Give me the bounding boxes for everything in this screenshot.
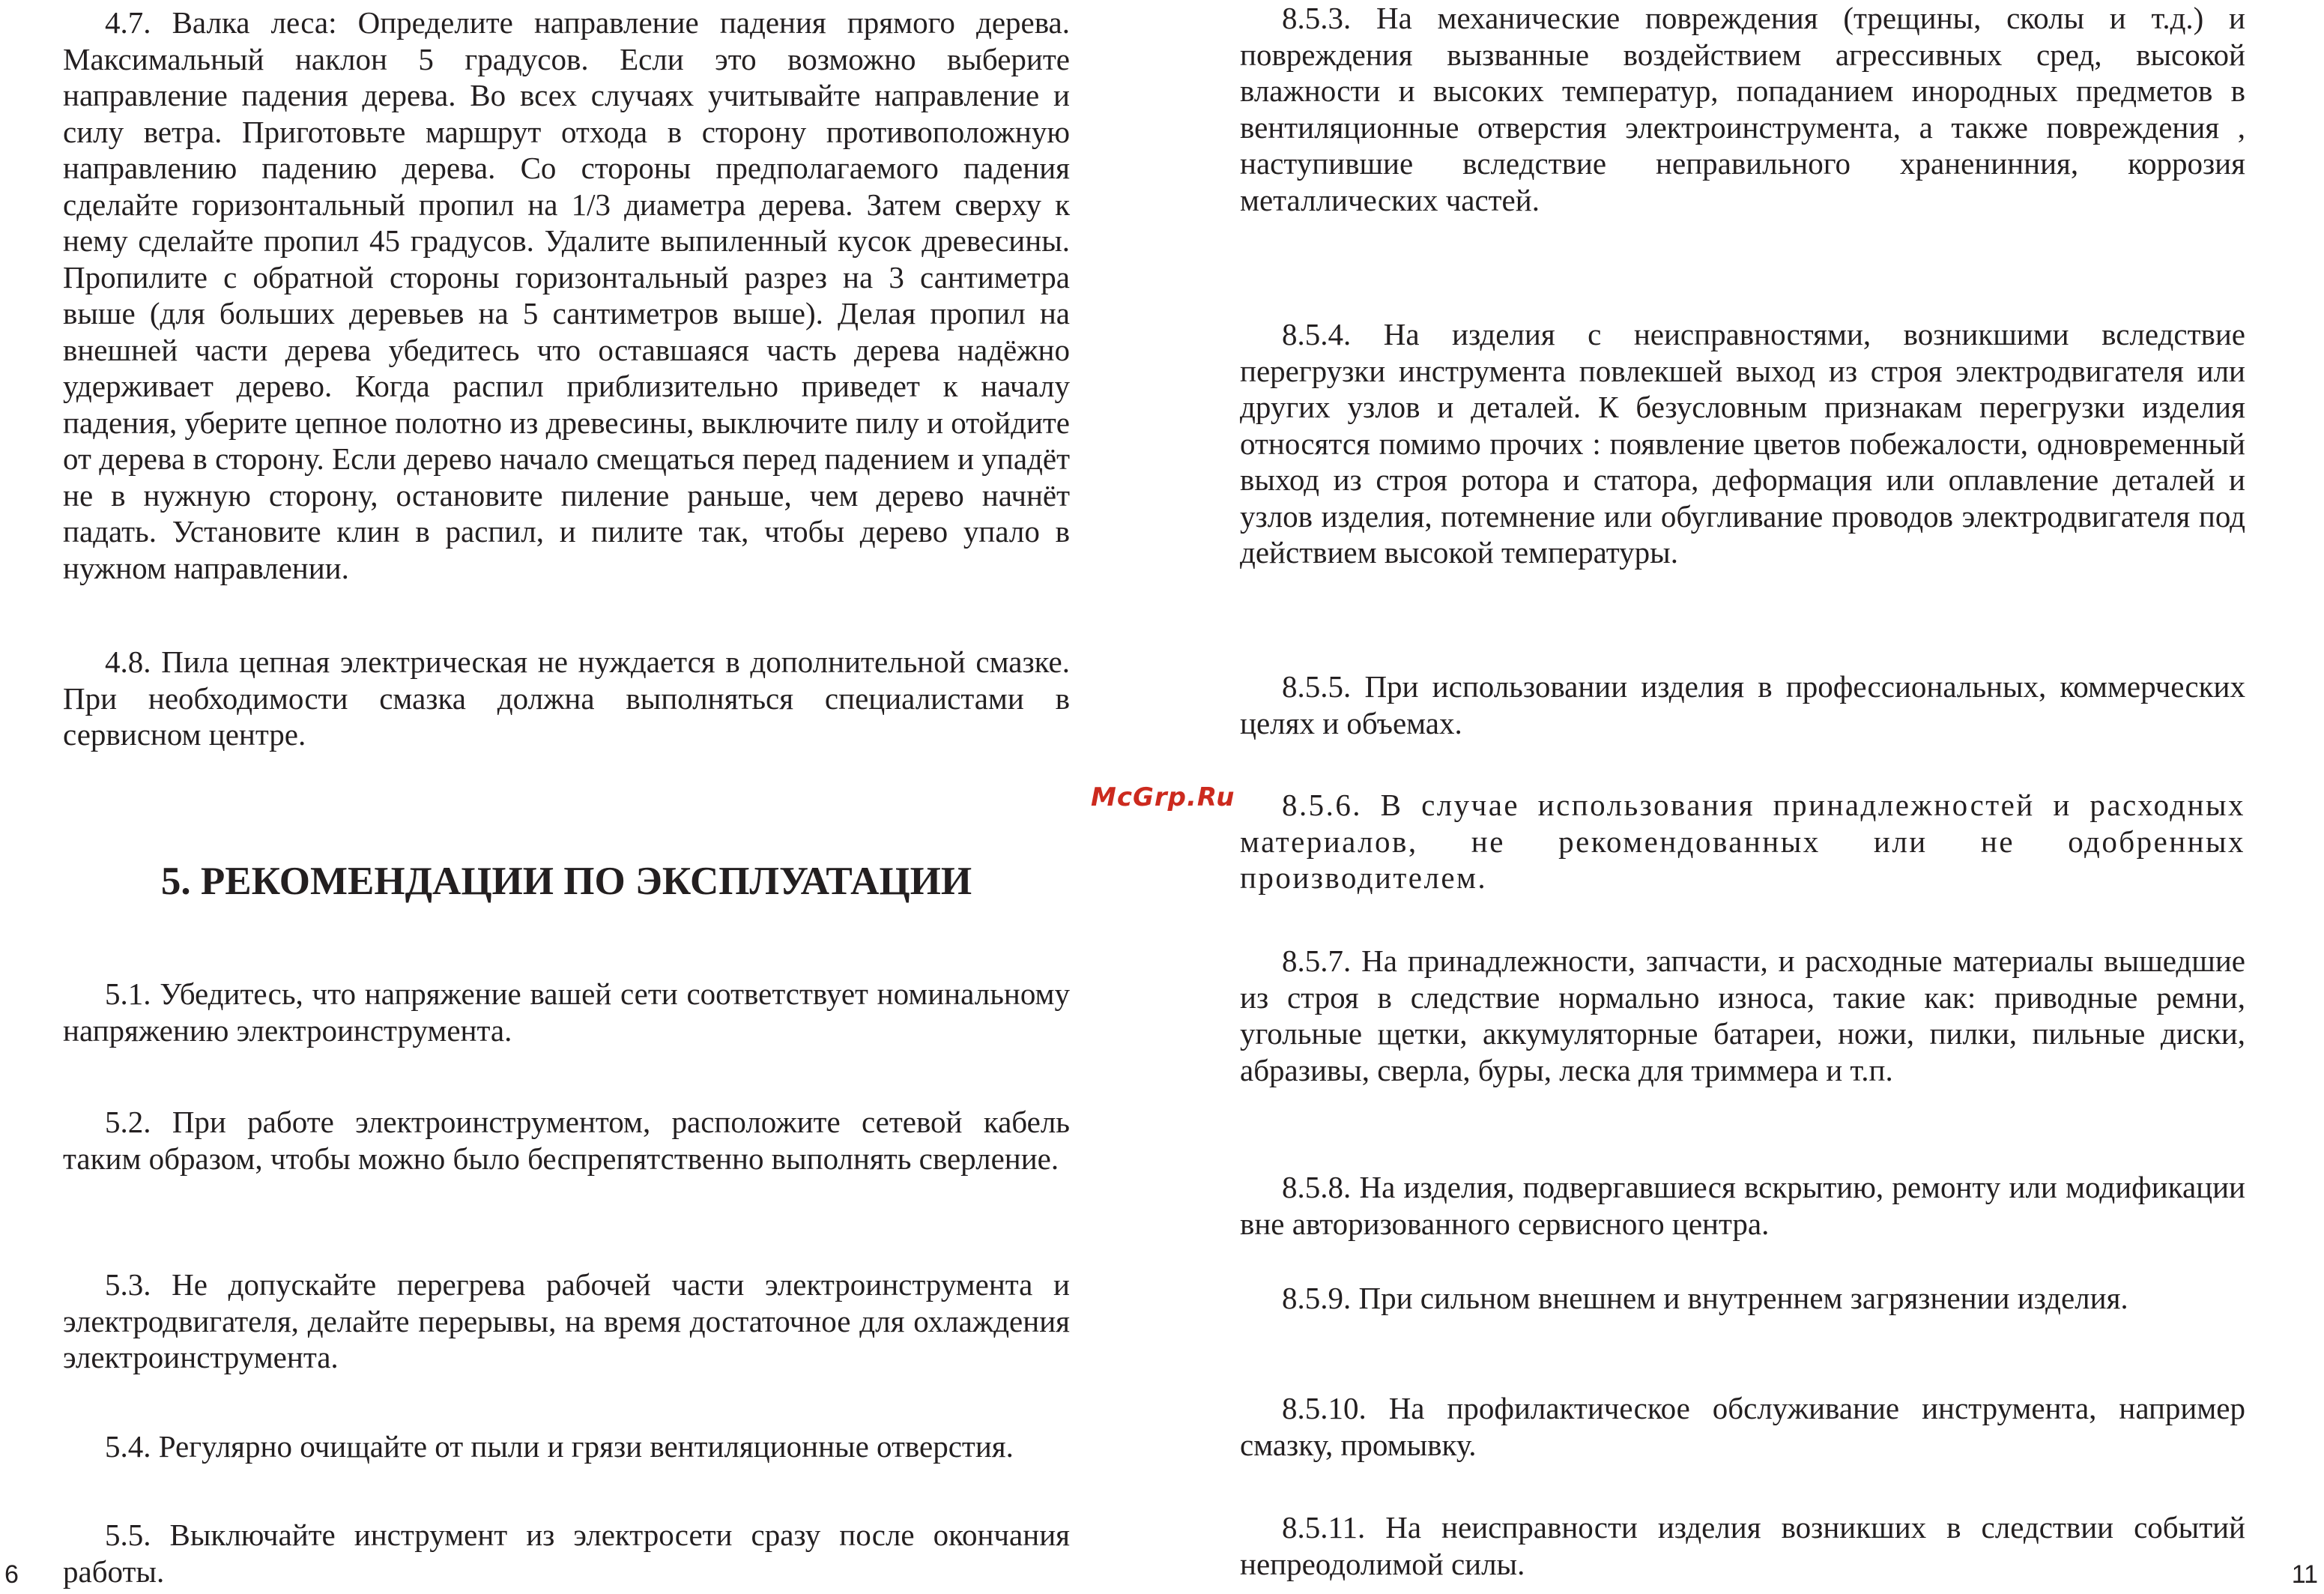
paragraph-8-5-3: 8.5.3. На механические повреждения (трещины, сколы и т.д.) и повреждения вызванные воздействием агрессивных сред, высокой влажности и высоких температур, попаданием инородных предметов в вентиляционные отверстия электроинструмента, а также повреждения , наступившие вследствие неправильного храненинния, коррозия металлических частей. — [1240, 1, 2245, 217]
paragraph-8-5-10: 8.5.10. На профилактическое обслуживание инструмента, например смазку, промывку. — [1240, 1391, 2245, 1462]
paragraph-4-8: 4.8. Пила цепная электрическая не нуждается в дополнительной смазке. При необходимости смазка должна выполняться специалистами в сервисном центре. — [63, 644, 1070, 752]
page-number-right: 11 — [2291, 1560, 2318, 1589]
paragraph-5-3: 5.3. Не допускайте перегрева рабочей части электроинструмента и электродвигателя, делайте перерывы, на время достаточное для охлаждения электроинструмента. — [63, 1267, 1070, 1374]
paragraph-5-1: 5.1. Убедитесь, что напряжение вашей сети соответствует номинальному напряжению электроинструмента. — [63, 976, 1070, 1048]
section-heading: 5. РЕКОМЕНДАЦИИ ПО ЭКСПЛУАТАЦИИ — [160, 860, 972, 903]
paragraph-8-5-9: 8.5.9. При сильном внешнем и внутреннем загрязнении изделия. — [1282, 1281, 2128, 1315]
watermark: McGrp.Ru — [1091, 782, 1235, 812]
paragraph-8-5-6: 8.5.6. В случае использования принадлежностей и расходных материалов, не рекомендованных или не одобренных производителем. — [1240, 788, 2245, 895]
paragraph-8-5-11: 8.5.11. На неисправности изделия возникших в следствии событий непреодолимой силы. — [1240, 1510, 2245, 1581]
paragraph-4-7: 4.7. Валка леса: Определите направление падения прямого дерева. Максимальный наклон 5 градусов. Если это возможно выберите направление падения дерева. Во всех случаях учитывайте направление и силу ветра. Приготовьте маршрут отхода в сторону противоположную направлению падению дерева. Со стороны предполагаемого падения сделайте горизонтальный пропил на 1/3 диаметра дерева. Затем сверху к нему сделайте пропил 45 градусов. Удалите выпиленный кусок древесины. Пропилите с обратной стороны горизонтальный разрез на 3 сантиметра выше (для больших деревьев на 5 сантиметров выше). Делая пропил на внешней части дерева убедитесь что оставшаяся часть дерева надёжно удерживает дерево. Когда распил приблизительно приведет к началу падения, уберите цепное полотно из древесины, выключите пилу и отойдите от дерева в сторону. Если дерево начало смещаться перед падением и упадёт не в нужную сторону, остановите пиление раньше, чем дерево начнёт падать. Установите клин в распил, и пилите так, чтобы дерево упало в нужном направлении. — [63, 5, 1070, 585]
paragraph-8-5-8: 8.5.8. На изделия, подвергавшиеся вскрытию, ремонту или модификации вне авторизованного сервисного центра. — [1240, 1170, 2245, 1241]
paragraph-8-5-4: 8.5.4. На изделия с неисправностями, возникшими вследствие перегрузки инструмента повлекшей выход из строя электродвигателя или других узлов и деталей. К безусловным признакам перегрузки изделия относятся помимо прочих : появление цветов побежалости, одновременный выход из строя ротора и статора, деформация или оплавление деталей и узлов изделия, потемнение или обугливание проводов электродвигателя под действием высокой температуры. — [1240, 317, 2245, 570]
paragraph-8-5-7: 8.5.7. На принадлежности, запчасти, и расходные материалы вышедшие из строя в следствие нормально износа, такие как: приводные ремни, угольные щетки, аккумуляторные батареи, ножи, пилки, пильные диски, абразивы, сверла, буры, леска для триммера и т.п. — [1240, 944, 2245, 1087]
page-number-left: 6 — [4, 1560, 19, 1589]
paragraph-8-5-5: 8.5.5. При использовании изделия в профессиональных, коммерческих целях и объемах. — [1240, 669, 2245, 740]
paragraph-5-5: 5.5. Выключайте инструмент из электросети сразу после окончания работы. — [63, 1518, 1070, 1589]
paragraph-5-4: 5.4. Регулярно очищайте от пыли и грязи вентиляционные отверстия. — [105, 1429, 1014, 1464]
paragraph-5-2: 5.2. При работе электроинструментом, расположите сетевой кабель таким образом, чтобы можно было беспрепятственно выполнять сверление. — [63, 1105, 1070, 1176]
right-page — [1162, 0, 2324, 1594]
